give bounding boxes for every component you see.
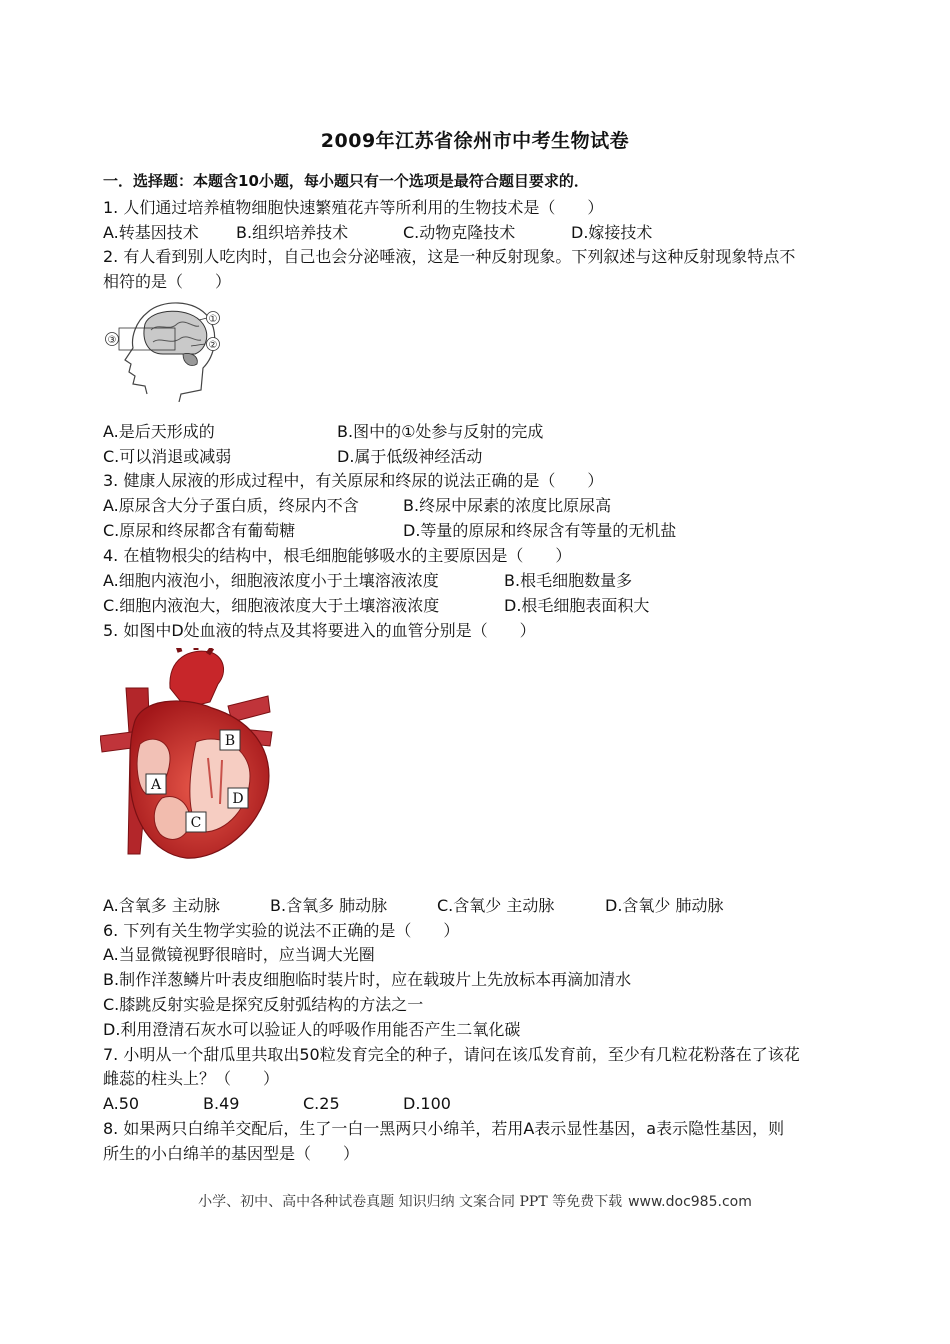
page-title: 2009年江苏省徐州市中考生物试卷 bbox=[320, 130, 630, 152]
q5-option-d: D.含氧少 肺动脉 bbox=[605, 896, 724, 915]
heart-figure bbox=[100, 648, 275, 868]
question-7-stem-line1: 7. 小明从一个甜瓜里共取出50粒发育完全的种子，请问在该瓜发育前，至少有几粒花粉落在了该花 bbox=[103, 1045, 800, 1064]
heart-label-a: A bbox=[150, 777, 162, 793]
section-heading: 一．选择题：本题含10小题，每小题只有一个选项是最符合题目要求的． bbox=[103, 172, 589, 190]
brain-label-2: ② bbox=[208, 340, 218, 351]
aorta-shape bbox=[170, 651, 224, 708]
q3-option-d: D.等量的原尿和终尿含有等量的无机盐 bbox=[403, 521, 677, 540]
q4-option-a: A.细胞内液泡小，细胞液浓度小于土壤溶液浓度 bbox=[103, 571, 439, 590]
question-3-stem: 3. 健康人尿液的形成过程中，有关原尿和终尿的说法正确的是（ ） bbox=[103, 471, 604, 490]
question-8-stem-line2: 所生的小白绵羊的基因型是（ ） bbox=[103, 1144, 360, 1163]
q6-option-d: D.利用澄清石灰水可以验证人的呼吸作用能否产生二氧化碳 bbox=[103, 1020, 521, 1039]
q5-option-c: C.含氧少 主动脉 bbox=[437, 896, 555, 915]
question-1-stem: 1. 人们通过培养植物细胞快速繁殖花卉等所利用的生物技术是（ ） bbox=[103, 198, 604, 217]
q1-option-d: D.嫁接技术 bbox=[571, 223, 653, 242]
q1-option-c: C.动物克隆技术 bbox=[403, 223, 516, 242]
q2-option-b: B.图中的①处参与反射的完成 bbox=[337, 422, 544, 441]
footer bbox=[0, 1191, 950, 1211]
footer-text: 小学、初中、高中各种试卷真题 知识归纳 文案合同 PPT 等免费下载 bbox=[198, 1194, 623, 1210]
heart-label-b: B bbox=[224, 733, 236, 749]
question-4-stem: 4. 在植物根尖的结构中，根毛细胞能够吸水的主要原因是（ ） bbox=[103, 546, 572, 565]
question-6-stem: 6. 下列有关生物学实验的说法不正确的是（ ） bbox=[103, 921, 460, 940]
heart-label-d: D bbox=[232, 791, 244, 807]
q5-option-a: A.含氧多 主动脉 bbox=[103, 896, 220, 915]
brain-label-1: ① bbox=[208, 314, 218, 325]
q3-option-b: B.终尿中尿素的浓度比原尿高 bbox=[403, 496, 612, 515]
q4-option-d: D.根毛细胞表面积大 bbox=[504, 596, 650, 615]
q4-option-b: B.根毛细胞数量多 bbox=[504, 571, 633, 590]
question-2-stem-line1: 2. 有人看到别人吃肉时，自己也会分泌唾液，这是一种反射现象。下列叙述与这种反射现象特点不 bbox=[103, 247, 796, 266]
q2-option-a: A.是后天形成的 bbox=[103, 422, 215, 441]
q4-option-c: C.细胞内液泡大，细胞液浓度大于土壤溶液浓度 bbox=[103, 596, 440, 615]
brain-label-3: ③ bbox=[107, 335, 117, 346]
q7-option-c: C.25 bbox=[303, 1094, 340, 1113]
cerebellum-shape bbox=[183, 353, 197, 365]
q2-option-c: C.可以消退或减弱 bbox=[103, 447, 232, 466]
question-7-stem-line2: 雌蕊的柱头上？（ ） bbox=[103, 1069, 280, 1088]
question-2-stem-line2: 相符的是（ ） bbox=[103, 272, 232, 291]
question-5-stem: 5. 如图中D处血液的特点及其将要进入的血管分别是（ ） bbox=[103, 621, 536, 640]
q7-option-b: B.49 bbox=[203, 1094, 240, 1113]
q6-option-a: A.当显微镜视野很暗时，应当调大光圈 bbox=[103, 945, 375, 964]
question-8-stem-line1: 8. 如果两只白绵羊交配后，生了一白一黑两只小绵羊，若用A表示显性基因，a表示隐性基因，则 bbox=[103, 1119, 785, 1138]
heart-label-c: C bbox=[190, 815, 202, 831]
q1-option-a: A.转基因技术 bbox=[103, 223, 199, 242]
q1-option-b: B.组织培养技术 bbox=[236, 223, 349, 242]
q3-option-a: A.原尿含大分子蛋白质，终尿内不含 bbox=[103, 496, 359, 515]
footer-url[interactable]: www.doc985.com bbox=[628, 1194, 752, 1210]
brain-figure bbox=[103, 298, 228, 402]
q7-option-d: D.100 bbox=[403, 1094, 451, 1113]
q2-option-d: D.属于低级神经活动 bbox=[337, 447, 483, 466]
q5-option-b: B.含氧多 肺动脉 bbox=[270, 896, 388, 915]
q7-option-a: A.50 bbox=[103, 1094, 140, 1113]
q6-option-b: B.制作洋葱鳞片叶表皮细胞临时装片时，应在载玻片上先放标本再滴加清水 bbox=[103, 970, 632, 989]
q6-option-c: C.膝跳反射实验是探究反射弧结构的方法之一 bbox=[103, 995, 424, 1014]
q3-option-c: C.原尿和终尿都含有葡萄糖 bbox=[103, 521, 296, 540]
